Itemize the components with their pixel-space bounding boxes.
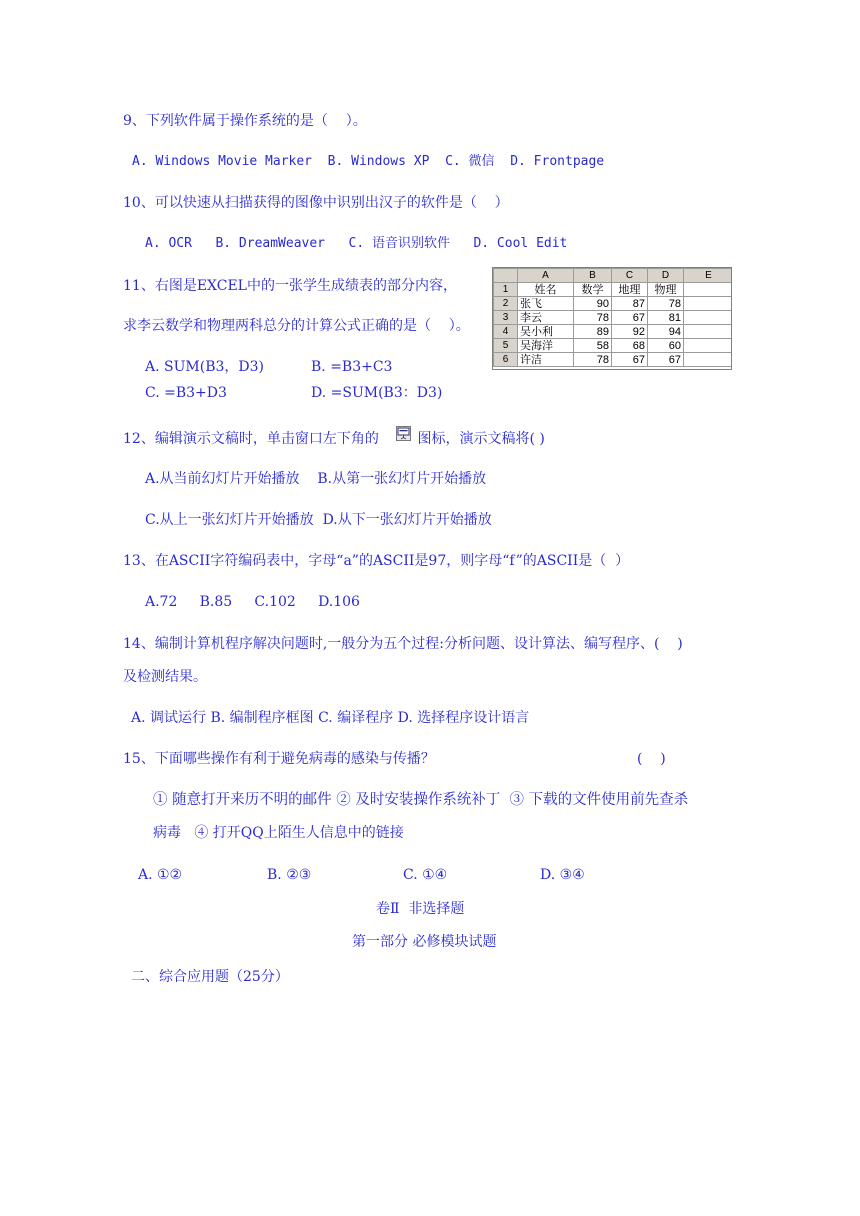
excel-column-header: D (648, 269, 684, 283)
q15-option-b: B. ②③ (267, 867, 312, 883)
excel-corner-cell (494, 269, 518, 283)
excel-cell (684, 325, 733, 339)
q15-items-line1: ① 随意打开来历不明的邮件 ② 及时安装操作系统补丁 ③ 下载的文件使用前先查杀 (153, 792, 689, 808)
excel-row (494, 297, 733, 311)
excel-cell: 67 (612, 353, 648, 367)
excel-cell: 78 (574, 353, 612, 367)
q12-options-cd: C.从上一张幻灯片开始播放 D.从下一张幻灯片开始播放 (145, 512, 492, 528)
q11-option-a: A. SUM(B3，D3) (145, 359, 264, 375)
q10-options: A. OCR B. DreamWeaver C. 语音识别软件 D. Cool Edit (145, 236, 568, 251)
excel-cell: 92 (612, 325, 648, 339)
excel-cell (684, 297, 733, 311)
excel-cell: 90 (574, 297, 612, 311)
q15-option-c: C. ①④ (403, 867, 448, 883)
excel-row (494, 353, 733, 367)
excel-grid (493, 268, 732, 367)
q9-options: A. Windows Movie Marker B. Windows XP C. 微信 D. Frontpage (132, 154, 605, 169)
excel-cell: 张飞 (518, 297, 574, 311)
excel-cell (684, 353, 733, 367)
excel-cell (684, 283, 733, 297)
q13-options: A.72 B.85 C.102 D.106 (145, 594, 360, 610)
excel-cell: 许洁 (518, 353, 574, 367)
q11-option-b: B. =B3+C3 (311, 359, 393, 375)
q15-items-line2: 病毒 ④ 打开QQ上陌生人信息中的链接 (153, 825, 404, 841)
excel-cell: 60 (648, 339, 684, 353)
excel-row (494, 325, 733, 339)
excel-row-header: 6 (494, 353, 518, 367)
excel-row-header: 1 (494, 283, 518, 297)
excel-cell: 吴小利 (518, 325, 574, 339)
excel-cell: 68 (612, 339, 648, 353)
excel-column-header: B (574, 269, 612, 283)
excel-cell: 78 (648, 297, 684, 311)
q15-option-a: A. ①② (138, 867, 183, 883)
excel-cell: 数学 (574, 283, 612, 297)
q15-stem: 15、下面哪些操作有利于避免病毒的感染与传播？ (123, 751, 435, 767)
volume-title: 卷Ⅱ 非选择题 (376, 901, 465, 917)
excel-cell: 89 (574, 325, 612, 339)
excel-row-header: 2 (494, 297, 518, 311)
q14-stem-line1: 14、编制计算机程序解决问题时,一般分为五个过程:分析问题、设计算法、编写程序、( ) (123, 636, 683, 652)
excel-cell: 67 (612, 311, 648, 325)
excel-row (494, 283, 733, 297)
q15-answer-blank: ( ) (637, 751, 666, 767)
q12-stem-post: 图标，演示文稿将( ) (413, 431, 545, 447)
q9-stem: 9、下列软件属于操作系统的是（ ）。 (123, 113, 367, 129)
q12-stem-pre: 12、编辑演示文稿时，单击窗口左下角的 (123, 431, 379, 447)
q11-stem-line2: 求李云数学和物理两科总分的计算公式正确的是（ ）。 (123, 318, 470, 334)
excel-row (494, 311, 733, 325)
q11-option-c: C. =B3+D3 (145, 385, 227, 401)
q11-stem-line1: 11、右图是EXCEL中的一张学生成绩表的部分内容， (123, 278, 457, 294)
excel-column-header: E (684, 269, 733, 283)
excel-cell: 物理 (648, 283, 684, 297)
excel-cell (684, 339, 733, 353)
section-heading: 二、综合应用题（25分） (131, 969, 289, 985)
excel-column-header-row (494, 269, 733, 283)
excel-row-header: 5 (494, 339, 518, 353)
q14-stem-line2: 及检测结果。 (123, 669, 207, 685)
q14-options: A. 调试运行 B. 编制程序框图 C. 编译程序 D. 选择程序设计语言 (131, 710, 530, 726)
q12-options-ab: A.从当前幻灯片开始播放 B.从第一张幻灯片开始播放 (145, 471, 487, 487)
excel-cell: 58 (574, 339, 612, 353)
part-title: 第一部分 必修模块试题 (352, 934, 497, 950)
excel-cell (684, 311, 733, 325)
excel-cell: 地理 (612, 283, 648, 297)
q11-option-d: D. =SUM(B3：D3) (311, 385, 443, 401)
excel-cell: 67 (648, 353, 684, 367)
excel-row (494, 339, 733, 353)
q10-stem: 10、可以快速从扫描获得的图像中识别出汉子的软件是（ ） (123, 195, 509, 211)
excel-cell: 78 (574, 311, 612, 325)
excel-row-header: 3 (494, 311, 518, 325)
excel-row-header: 4 (494, 325, 518, 339)
excel-score-table-figure (492, 267, 732, 370)
excel-column-header: A (518, 269, 574, 283)
excel-cell: 87 (612, 297, 648, 311)
q13-stem: 13、在ASCII字符编码表中，字母“a”的ASCII是97，则字母“f”的ASCII是（ ） (123, 553, 630, 569)
excel-cell: 吴海洋 (518, 339, 574, 353)
q15-option-d: D. ③④ (540, 867, 585, 883)
excel-column-header: C (612, 269, 648, 283)
excel-cell: 姓名 (518, 283, 574, 297)
slideshow-icon (396, 426, 411, 441)
excel-cell: 94 (648, 325, 684, 339)
excel-cell: 李云 (518, 311, 574, 325)
excel-cell: 81 (648, 311, 684, 325)
